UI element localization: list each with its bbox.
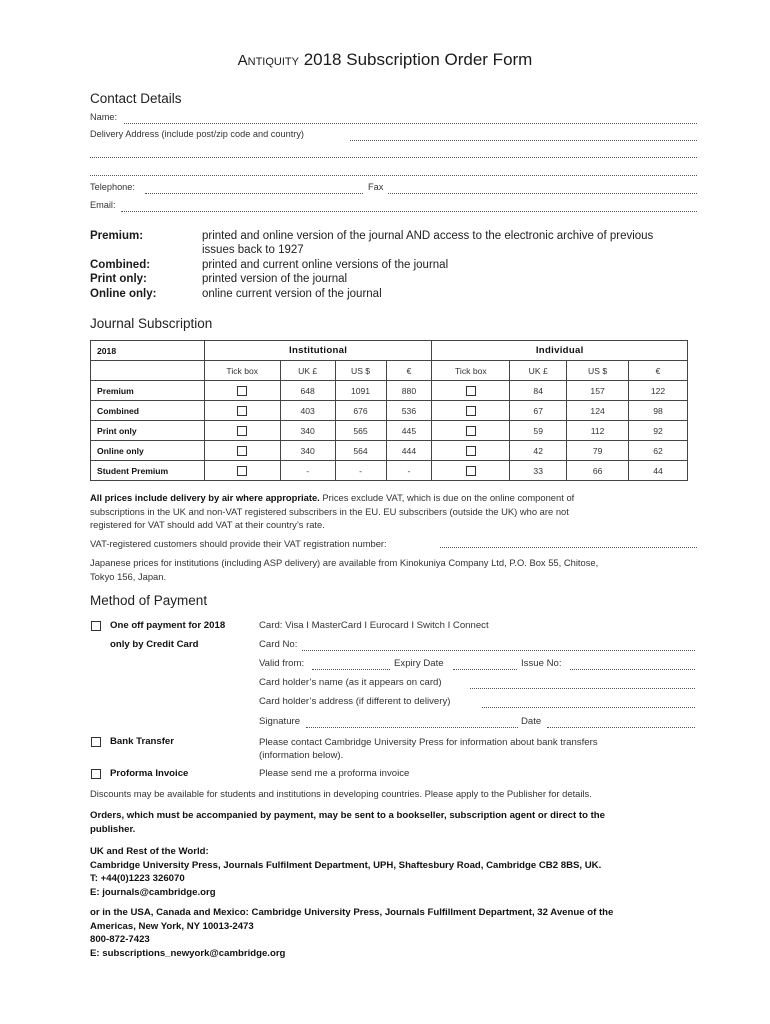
proforma-text: Please send me a proforma invoice xyxy=(259,768,410,779)
checkbox-inst-premium[interactable] xyxy=(237,386,247,396)
expiry-label: Expiry Date xyxy=(394,658,444,669)
checkbox-proforma[interactable] xyxy=(91,769,101,779)
table-row: Print only 340 565 445 59 112 92 xyxy=(91,421,688,441)
delivery-address-label: Delivery Address (include post/zip code and country) xyxy=(90,129,304,139)
orders-note: Orders, which must be accompanied by payment, may be sent to a bookseller, subscription agent or direct to the publisher. xyxy=(90,810,605,835)
col-header: Tick box xyxy=(204,361,280,381)
holder-name-field[interactable] xyxy=(470,688,695,689)
checkbox-inst-online[interactable] xyxy=(237,446,247,456)
def-term-premium: Premium: xyxy=(90,230,144,242)
journal-heading: Journal Subscription xyxy=(90,316,213,331)
col-header: € xyxy=(629,361,688,381)
discounts-note: Discounts may be available for students and institutions in developing countries. Please apply to the Publisher for details. xyxy=(90,788,592,799)
date-label: Date xyxy=(521,716,542,727)
def-text-print: printed version of the journal xyxy=(202,273,348,285)
col-header: UK £ xyxy=(280,361,335,381)
table-row: Premium 648 1091 880 84 157 122 xyxy=(91,381,688,401)
def-text-premium: printed and online version of the journal AND access to the electronic archive of previous xyxy=(202,230,654,242)
usa-address: or in the USA, Canada and Mexico: Cambridge University Press, Journals Fulfillment Department, 32 Avenue of the Americas, New York, NY 10013-2473 800-872-7423 E: subscriptions_newyork@cambridge.org xyxy=(90,907,614,959)
checkbox-inst-print[interactable] xyxy=(237,426,247,436)
vat-label: VAT-registered customers should provide their VAT registration number: xyxy=(90,538,387,549)
fax-label: Fax xyxy=(368,182,384,192)
checkbox-bank-transfer[interactable] xyxy=(91,737,101,747)
payment-heading: Method of Payment xyxy=(90,593,208,608)
uk-address: UK and Rest of the World: Cambridge University Press, Journals Fulfilment Department, UPH, Shaftesbury Road, Cambridge CB2 8BS, UK. T: +44(0)1223 326070 E: journals@cambridge.org xyxy=(90,846,602,898)
page-title: Antiquity 2018 Subscription Order Form xyxy=(237,50,533,69)
email-field[interactable] xyxy=(121,211,697,212)
expiry-field[interactable] xyxy=(453,669,517,670)
checkbox-ind-combined[interactable] xyxy=(466,406,476,416)
checkbox-inst-student[interactable] xyxy=(237,466,247,476)
checkbox-ind-student[interactable] xyxy=(466,466,476,476)
delivery-address-field[interactable] xyxy=(350,140,697,141)
telephone-field[interactable] xyxy=(145,193,363,194)
table-year: 2018 xyxy=(91,341,205,361)
fax-field[interactable] xyxy=(388,193,697,194)
prices-note: All prices include delivery by air where appropriate. Prices exclude VAT, which is due on the online component of subscriptions in the UK and non-VAT registered subscribers in the EU. EU subscribers (outside the UK) who are not registered for VAT should add VAT at their country’s rate. xyxy=(90,492,575,530)
institutional-header: Institutional xyxy=(204,341,432,361)
bank-transfer-label: Bank Transfer xyxy=(110,736,174,747)
subscription-table xyxy=(90,340,688,481)
delivery-address-line-3[interactable] xyxy=(90,175,697,176)
checkbox-ind-premium[interactable] xyxy=(466,386,476,396)
col-header: US $ xyxy=(335,361,386,381)
def-term-combined: Combined: xyxy=(90,259,151,271)
table-row: Online only 340 564 444 42 79 62 xyxy=(91,441,688,461)
def-term-print: Print only: xyxy=(90,273,147,285)
col-header: US $ xyxy=(567,361,629,381)
holder-address-field[interactable] xyxy=(482,707,695,708)
def-text-combined: printed and current online versions of the journal xyxy=(202,259,449,271)
checkbox-ind-online[interactable] xyxy=(466,446,476,456)
name-label: Name: xyxy=(90,112,118,122)
valid-from-field[interactable] xyxy=(312,669,390,670)
telephone-label: Telephone: xyxy=(90,182,135,192)
individual-header: Individual xyxy=(432,341,688,361)
checkbox-ind-print[interactable] xyxy=(466,426,476,436)
name-field[interactable] xyxy=(124,123,697,124)
vat-number-field[interactable] xyxy=(440,547,697,548)
holder-address-label: Card holder’s address (if different to delivery) xyxy=(259,696,451,707)
col-header: Tick box xyxy=(432,361,510,381)
delivery-address-line-2[interactable] xyxy=(90,157,697,158)
proforma-label: Proforma Invoice xyxy=(110,768,189,779)
checkbox-inst-combined[interactable] xyxy=(237,406,247,416)
uk-email-link[interactable]: E: journals@cambridge.org xyxy=(90,886,216,898)
def-term-online: Online only: xyxy=(90,288,157,300)
col-header: € xyxy=(386,361,432,381)
card-no-label: Card No: xyxy=(259,639,298,650)
oneoff-label: One off payment for 2018 xyxy=(110,620,226,631)
issue-no-label: Issue No: xyxy=(521,658,562,669)
usa-email-link[interactable]: E: subscriptions_newyork@cambridge.org xyxy=(90,947,286,959)
col-header: UK £ xyxy=(510,361,567,381)
def-text-premium-2: issues back to 1927 xyxy=(202,244,304,256)
japan-note: Japanese prices for institutions (including ASP delivery) are available from Kinokuniya Company Ltd, P.O. Box 55, Chitose, Tokyo 156, Japan. xyxy=(90,557,599,582)
email-label: Email: xyxy=(90,200,116,210)
card-types: Card: Visa I MasterCard I Eurocard I Switch I Connect xyxy=(259,620,489,631)
signature-field[interactable] xyxy=(306,727,518,728)
table-row: Combined 403 676 536 67 124 98 xyxy=(91,401,688,421)
issue-no-field[interactable] xyxy=(570,669,695,670)
card-no-field[interactable] xyxy=(302,650,695,651)
table-row: Student Premium - - - 33 66 44 xyxy=(91,461,688,481)
date-field[interactable] xyxy=(547,727,695,728)
signature-label: Signature xyxy=(259,716,301,727)
contact-heading: Contact Details xyxy=(90,91,182,106)
holder-name-label: Card holder’s name (as it appears on card) xyxy=(259,677,442,688)
def-text-online: online current version of the journal xyxy=(202,288,382,300)
oneoff-label-2: only by Credit Card xyxy=(110,639,199,650)
valid-from-label: Valid from: xyxy=(259,658,305,669)
checkbox-credit-card[interactable] xyxy=(91,621,101,631)
bank-transfer-text: Please contact Cambridge University Press for information about bank transfers (information below). xyxy=(259,737,598,761)
blank-header-cell xyxy=(91,361,205,381)
